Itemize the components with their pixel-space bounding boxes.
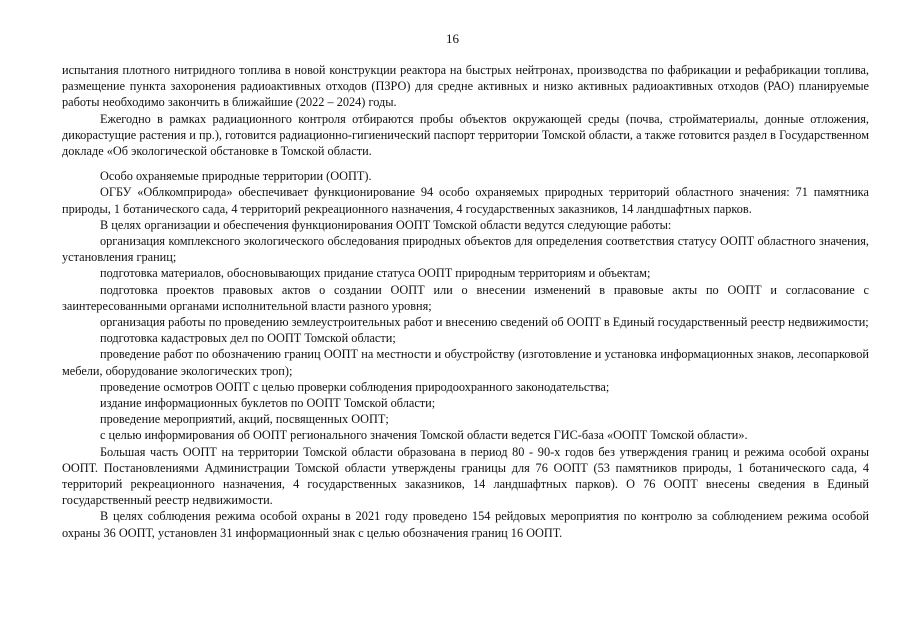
list-item: проведение мероприятий, акций, посвященных ООПТ; (100, 412, 389, 427)
list-item: проведение осмотров ООПТ с целью проверки соблюдения природоохранного законодательства; (100, 379, 610, 394)
section-heading-oopt: Особо охраняемые природные территории (ООПТ). (100, 169, 372, 184)
list-item: с целью информирования об ООПТ регионального значения Томской области ведется ГИС-база «ООПТ Томской области». (100, 428, 748, 443)
list-item: подготовка проектов правовых актов о создании ООПТ или о внесении изменений в правовые акты по ООПТ и согласование с заинтересованными органами исполнительной власти разного уровня; (62, 282, 869, 313)
list-item: подготовка кадастровых дел по ООПТ Томской области; (100, 331, 396, 346)
paragraph-raids: В целях соблюдения режима особой охраны в 2021 году проведено 154 рейдовых мероприятия по контролю за соблюдением режима особой охраны 36 ООПТ, установлен 31 информационный знак с целью обозначения границ 16 ООПТ. (62, 509, 869, 540)
list-item: организация работы по проведению землеустроительных работ и внесению сведений об ООПТ в Единый государственный реестр недвижимости; (100, 315, 869, 330)
paragraph-fuel-fabrication: испытания плотного нитридного топлива в новой конструкции реактора на быстрых нейтронах, производства по фабрикации и рефабрикации топлива, размещение пункта захоронения радиоактивных отходов (ПЗРО) для средне активных и низко активных радиоактивных отходов (РАО) планируемые работы необходимо закончить в ближайшие (2022 – 2024) годы. (62, 63, 869, 110)
page-number: 16 (446, 31, 459, 46)
paragraph-oblkompriroda: ОГБУ «Облкомприрода» обеспечивает функционирование 94 особо охраняемых природных территорий областного значения: 71 памятника природы, 1 ботанического сада, 4 территорий рекреационного назначения, 4 государственных заказников, 14 ландшафтных парков. (62, 185, 869, 216)
paragraph-works-intro: В целях организации и обеспечения функционирования ООПТ Томской области ведутся следующие работы: (100, 217, 672, 232)
paragraph-radiation-control: Ежегодно в рамках радиационного контроля отбираются пробы объектов окружающей среды (почва, стройматериалы, донные отложения, дикорастущие растения и пр.), готовится радиационно-гигиенический паспорт территории Томской области, а также готовится раздел в Государственном докладе «Об экологической обстановке в Томской области. (62, 111, 869, 159)
document-body (62, 62, 869, 541)
list-item: проведение работ по обозначению границ ООПТ на местности и обустройству (изготовление и установка информационных знаков, лесопарковой мебели, оборудование экологических троп); (62, 347, 869, 378)
list-item: подготовка материалов, обосновывающих придание статуса ООПТ природным территориям и объектам; (100, 266, 651, 281)
list-item: организация комплексного экологического обследования природных объектов для определения соответствия статусу ООПТ областного значения, установления границ; (62, 234, 869, 265)
list-item: издание информационных буклетов по ООПТ Томской области; (100, 396, 436, 411)
paragraph-boundaries: Большая часть ООПТ на территории Томской области образована в период 80 - 90-х годов без утверждения границ и режима особой охраны ООПТ. Постановлениями Администрации Томской области утверждены границы для 76 ООПТ (53 памятников природы, 1 ботанического сада, 4 территорий рекреационного назначения, 4 государственных заказников, 14 ландшафтных парков). О 76 ООПТ внесены сведения в Единый государственный реестр недвижимости. (62, 444, 869, 508)
